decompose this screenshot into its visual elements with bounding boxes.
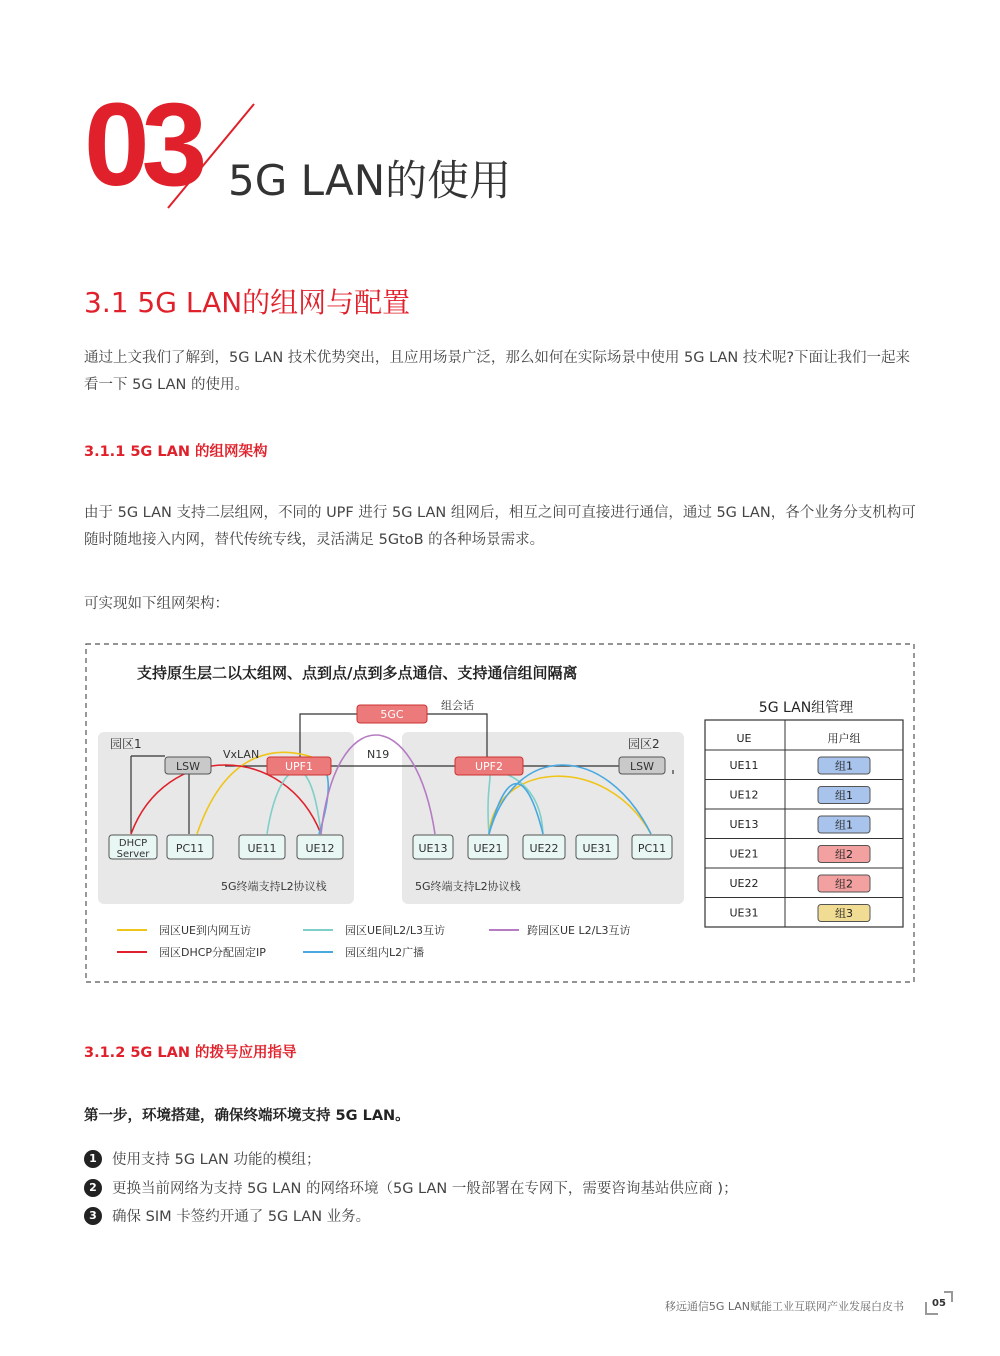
table-ue-cell: UE22 xyxy=(729,877,759,890)
park1-stack-label: 5G终端支持L2协议栈 xyxy=(221,880,327,893)
lsw1-label: LSW xyxy=(176,760,200,773)
page-number: 05 xyxy=(932,1298,946,1309)
session-label: 组会话 xyxy=(441,699,474,712)
step-number: 3 xyxy=(84,1207,102,1225)
pc11-park2-label: PC11 xyxy=(637,842,667,855)
list-item xyxy=(84,1205,370,1226)
table-ue-cell: UE12 xyxy=(729,788,759,802)
ue11-label: UE11 xyxy=(247,842,277,855)
dhcp-server-label: Server xyxy=(116,849,150,860)
legend-label-2: 跨园区UE L2/L3互访 xyxy=(527,924,631,937)
subsection-title-1: 3.1.1 5G LAN 的组网架构 xyxy=(84,444,268,460)
table-ue-cell: UE31 xyxy=(729,906,759,920)
architecture-lead: 可实现如下组网架构： xyxy=(84,596,229,612)
footer-title: 移远通信5G LAN赋能工业互联网产业发展白皮书 xyxy=(664,1300,904,1313)
legend-label-4: 园区组内L2广播 xyxy=(345,946,425,959)
step-number: 1 xyxy=(84,1150,102,1168)
step-number: 2 xyxy=(84,1179,102,1197)
table-ue-cell: UE21 xyxy=(729,847,759,861)
group-table-title: 5G LAN组管理 xyxy=(758,700,854,716)
n19-label: N19 xyxy=(367,748,390,761)
legend-label-1: 园区UE间L2/L3互访 xyxy=(345,924,445,937)
ue12-label: UE12 xyxy=(305,842,335,855)
table-header-ue: UE xyxy=(736,732,752,745)
list-item xyxy=(84,1177,738,1198)
park2-label: 园区2 xyxy=(628,737,660,751)
list-item xyxy=(84,1148,320,1169)
ue22-label: UE22 xyxy=(529,842,559,855)
table-header-group: 用户组 xyxy=(827,732,861,745)
legend-label-0: 园区UE到内网互访 xyxy=(159,924,252,937)
table-group-cell: 组1 xyxy=(835,818,853,832)
ue13-label: UE13 xyxy=(418,842,448,855)
subsection-title-2: 3.1.2 5G LAN 的拨号应用指导 xyxy=(84,1045,297,1061)
table-ue-cell: UE11 xyxy=(729,759,759,772)
table-group-cell: 组1 xyxy=(835,789,853,802)
group-table xyxy=(705,720,903,927)
pc11-label: PC11 xyxy=(175,842,205,855)
table-group-cell: 组3 xyxy=(835,907,853,920)
lsw2-label: LSW xyxy=(630,760,654,773)
architecture-paragraph: 由于 5G LAN 支持二层组网，不同的 UPF 进行 5G LAN 组网后，相互之间可直接进行通信，通过 5G LAN，各个业务分支机构可随时随地接入内网，替代传统专线，灵活满足 5GtoB 的各种场景需求。 xyxy=(84,505,916,548)
park2-terminals xyxy=(413,835,672,859)
step-text: 使用支持 5G LAN 功能的模组； xyxy=(112,1152,321,1168)
table-ue-cell: UE13 xyxy=(729,818,759,831)
vxlan-label: VxLAN xyxy=(223,748,260,761)
ue21-label: UE21 xyxy=(473,842,503,855)
table-group-cell: 组1 xyxy=(835,759,853,773)
ue31-label: UE31 xyxy=(582,842,612,855)
step-heading: 第一步，环境搭建，确保终端环境支持 5G LAN。 xyxy=(84,1108,410,1124)
table-group-cell: 组2 xyxy=(835,877,853,891)
dhcp-label: DHCP xyxy=(118,838,148,849)
upf1-label: UPF1 xyxy=(284,760,314,773)
table-group-cell: 组2 xyxy=(835,848,853,861)
legend xyxy=(117,923,630,959)
section-title: 3.1 5G LAN的组网与配置 xyxy=(84,286,411,319)
upf2-label: UPF2 xyxy=(474,760,504,773)
legend-label-3: 园区DHCP分配固定IP xyxy=(159,946,266,959)
chapter-number: 03 xyxy=(84,79,200,211)
network-diagram xyxy=(85,642,917,986)
chapter-title: 5G LAN的使用 xyxy=(228,156,512,205)
park2-stack-label: 5G终端支持L2协议栈 xyxy=(415,880,521,893)
step-text: 更换当前网络为支持 5G LAN 的网络环境（5G LAN 一般部署在专网下，需要咨询基站供应商 )； xyxy=(112,1181,738,1197)
5gc-label: 5GC xyxy=(380,708,404,721)
intro-paragraph: 通过上文我们了解到，5G LAN 技术优势突出，且应用场景广泛，那么如何在实际场景中使用 5G LAN 技术呢?下面让我们一起来看一下 5G LAN 的使用。 xyxy=(84,350,911,393)
park1-label: 园区1 xyxy=(110,737,142,751)
step-text: 确保 SIM 卡签约开通了 5G LAN 业务。 xyxy=(112,1209,371,1225)
diagram-title: 支持原生层二以太组网、点到点/点到多点通信、支持通信组间隔离 xyxy=(137,664,578,682)
